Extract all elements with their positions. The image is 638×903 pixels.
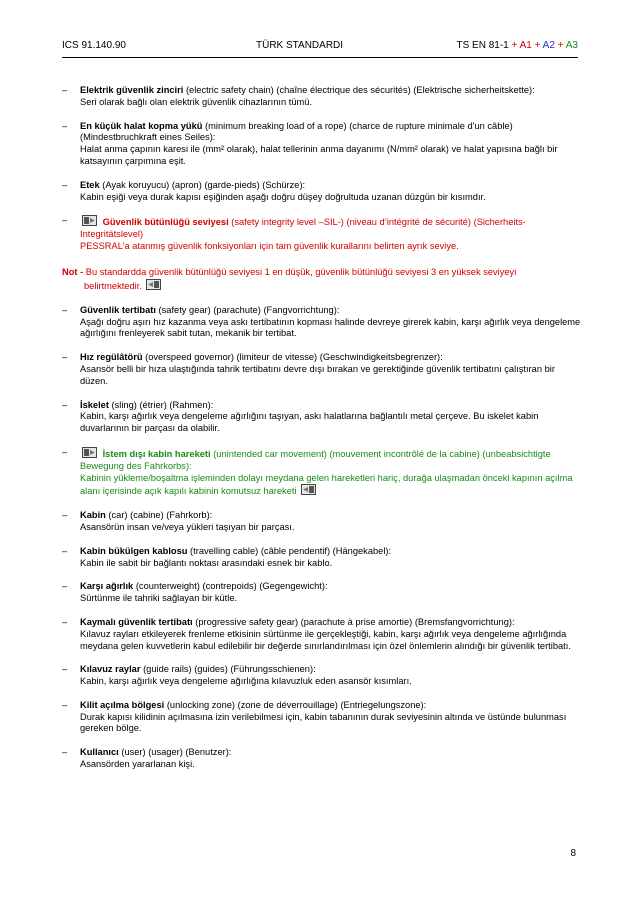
definition-term: Kullanıcı: [80, 747, 119, 758]
definition-text: Asansör belli bir hıza ulaştığında tahrik tertibatını devre dışı bırakan ve gerektiğinde güvenlik tertibatını çalıştıran bir düzen.: [80, 363, 555, 386]
definition-entry: – Karşı ağırlık (counterweight) (contrepoids) (Gegengewicht): Sürtünme ile tahriki sağlayan bir kütle.: [62, 581, 328, 604]
header-rule: [62, 57, 578, 58]
page-number: 8: [570, 848, 576, 859]
definitions-list: [62, 85, 582, 783]
definition-entry: – Kabin (car) (cabine) (Fahrkorb): Asansörün insan ve/veya yükleri taşıyan bir parçası.: [62, 510, 295, 532]
definition-entry: – En küçük halat kopma yükü (minimum breaking load of a rope) (charce de rupture minimale d'un câble) (Mindestbruchkraft eines Seiles): Halat anma çapının karesi ile (mm² olarak), halat tellerinin anma dayanımı (N/mm² olarak) ve halat yapısına bağlı bir katsayının çarpımına eşit.: [62, 120, 558, 166]
header-standard-code: TS EN 81-1 + A1 + A2 + A3: [456, 40, 578, 51]
definition-term: İstem dışı kabin hareketi: [102, 448, 211, 459]
definition-text: Kabinin yükleme/boşaltma işleminden dolayı meydana gelen hareketleri hariç, durağa ulaşmadan önceki kapının açılma alanı içerisinde açık kapılı kabinin komutsuz hareketi: [80, 472, 573, 497]
definition-entry-amended: – Güvenlik bütünlüğü seviyesi (safety integrity level –SIL-) (niveau d’intégrité de sécurité) (Sicherheits-Integritätslevel) PESSRAL’a atanmış güvenlik fonksiyonları için tam güvenlik kurallarını belirten ayrık seviye.: [62, 215, 526, 251]
definition-entry: – Kullanıcı (user) (usager) (Benutzer): Asansörden yararlanan kişi.: [62, 747, 232, 770]
definition-entry: – Hız regülâtörü (overspeed governor) (limiteur de vitesse) (Geschwindigkeitsbegrenzer): Asansör belli bir hıza ulaştığında tahrik tertibatını devre dışı bırakan ve gerektiğinde güvenlik tertibatını çalıştıran bir düzen.: [62, 352, 555, 386]
definition-text: Kabin ile sabit bir bağlantı noktası arasındaki esnek bir kablo.: [80, 557, 333, 568]
definition-entry-amended: – İstem dışı kabin hareketi (unintended car movement) (mouvement incontrôlé de la cabine) (unbeabsichtigte Bewegung des Fahrkorbs): Kabinin yükleme/boşaltma işleminden dolayı meydana gelen hareketleri hariç, durağa ulaşmadan önceki kapının açılma alanı içerisinde açık kapılı kabinin komutsuz hareketi: [62, 446, 573, 497]
definition-text: Kabin eşiği veya durak kapısı eşiğinden aşağı doğru düşey doğrultuda uzanan düzgün bir kısımdır.: [80, 191, 486, 202]
note-block: [62, 265, 582, 293]
amendment-end-icon: [146, 279, 161, 290]
header-ics-code: ICS 91.140.90: [62, 40, 126, 51]
amendment-end-icon: [301, 484, 316, 495]
definition-term: Güvenlik bütünlüğü seviyesi: [102, 217, 229, 228]
note-text: Bu standardda güvenlik bütünlüğü seviyesi 1 en düşük, güvenlik bütünlüğü seviyesi 3 en yüksek seviyeyi: [85, 266, 517, 277]
definition-entry: – İskelet (sling) (étrier) (Rahmen): Kabin, karşı ağırlık veya dengeleme ağırlığını taşıyan, askı halatlarına bağlantılı metal çerçeve. Bu iskelet kabin duvarlarının bir parçası da olabilir.: [62, 399, 539, 434]
definition-term: En küçük halat kopma yükü: [80, 120, 203, 131]
definition-entry: – Etek (Ayak koruyucu) (apron) (garde-pieds) (Schürze): Kabin eşiği veya durak kapısı eşiğinden aşağı doğru düşey doğrultuda uzanan düzgün bir kısımdır.: [62, 179, 486, 202]
definition-text: Asansörün insan ve/veya yükleri taşıyan bir parçası.: [80, 521, 295, 532]
definition-entry: – Kilit açılma bölgesi (unlocking zone) (zone de déverrouillage) (Entriegelungszone): Durak kapısı kilidinin açılmasına izin verilebilmesi için, kabin tabanının durak seviyesinin altında ve üstünde bulunması gereken bölge.: [62, 699, 567, 734]
definition-text: Asansörden yararlanan kişi.: [80, 759, 195, 770]
definition-term: İskelet: [80, 399, 109, 410]
definition-text: Aşağı doğru aşırı hız kazanma veya askı tertibatının kopması halinde devreye girerek kabin, karşı ağırlık veya dengeleme ağırlığını frenleyerek sabit tutan, mekanik bir tertibat.: [80, 316, 581, 339]
definition-term: Kilit açılma bölgesi: [80, 699, 165, 710]
note-text-continued: belirtmektedir.: [84, 280, 142, 291]
amendment-start-icon: [82, 215, 97, 226]
definition-text: Kabin, karşı ağırlık veya dengeleme ağırlığını taşıyan, askı halatlarına bağlantılı metal çerçeve. Bu iskelet kabin duvarlarının bir parçası da olabilir.: [80, 411, 539, 434]
definition-text: PESSRAL’a atanmış güvenlik fonksiyonları için tam güvenlik kurallarını belirten ayrık seviye.: [80, 240, 459, 251]
definition-text: Kılavuz rayları etkileyerek frenleme etkisinin sürtünme ile gerçekleştiği, kabin, karşı ağırlık veya dengeleme ağırlığında meydana gelen kuvvetlerin kabul edilebilir bir değerde sınırlandırılması için özel önlemlerin alındığı bir güvenlik tertibatı.: [80, 628, 571, 651]
definition-term: Elektrik güvenlik zinciri: [80, 85, 184, 95]
definition-text: Seri olarak bağlı olan elektrik güvenlik cihazlarının tümü.: [80, 96, 313, 107]
definition-entry: – Kılavuz raylar (guide rails) (guides) (Führungsschienen): Kabin, karşı ağırlık veya dengeleme ağırlığına kılavuzluk eden asansör kısımları.: [62, 664, 412, 687]
definition-term: Kabin: [80, 510, 106, 521]
definition-term: Etek: [80, 179, 100, 190]
definition-term: Hız regülâtörü: [80, 352, 143, 363]
definition-term: Kaymalı güvenlik tertibatı: [80, 616, 193, 627]
definition-term: Karşı ağırlık: [80, 581, 134, 592]
definition-text: Sürtünme ile tahriki sağlayan bir kütle.: [80, 593, 238, 604]
definition-term: Kabin bükülgen kablosu: [80, 545, 188, 556]
definition-text: Kabin, karşı ağırlık veya dengeleme ağırlığına kılavuzluk eden asansör kısımları.: [80, 676, 412, 687]
amendment-start-icon: [82, 447, 97, 458]
definition-entry: – Güvenlik tertibatı (safety gear) (parachute) (Fangvorrichtung): Aşağı doğru aşırı hız kazanma veya askı tertibatının kopması halinde devreye girerek kabin, karşı ağırlık veya dengeleme ağırlığını frenleyerek sabit tutan, mekanik bir tertibat.: [62, 304, 581, 339]
definition-text: Durak kapısı kilidinin açılmasına izin verilebilmesi için, kabin tabanının durak seviyesinin altında ve üstünde bulunması gereken bölge.: [80, 711, 567, 734]
page-header: [62, 40, 578, 54]
header-standard-name: TÜRK STANDARDI: [256, 40, 344, 51]
note-label: Not -: [62, 266, 84, 277]
definition-entry: – Kabin bükülgen kablosu (travelling cable) (câble pendentif) (Hängekabel): Kabin ile sabit bir bağlantı noktası arasındaki esnek bir kablo.: [62, 545, 392, 568]
definition-text: Halat anma çapının karesi ile (mm² olarak), halat tellerinin anma dayanımı (N/mm² olarak) ve halat yapısına bağlı bir katsayının çarpımına eşit.: [80, 144, 558, 166]
definition-term: Güvenlik tertibatı: [80, 304, 156, 315]
definition-entry: – Kaymalı güvenlik tertibatı (progressive safety gear) (parachute à prise amortie) (Bremsfangvorrichtung): Kılavuz rayları etkileyerek frenleme etkisinin sürtünme ile gerçekleştiği, kabin, karşı ağırlık veya dengeleme ağırlığında meydana gelen kuvvetlerin kabul edilebilir bir değerde sınırlandırılması için özel önlemlerin alındığı bir güvenlik tertibatı.: [62, 616, 571, 651]
definition-entry: – Elektrik güvenlik zinciri (electric safety chain) (chaîne électrique des sécurités) (Elektrische sicherheitskette): Seri olarak bağlı olan elektrik güvenlik cihazlarının tümü.: [62, 85, 535, 107]
definition-term: Kılavuz raylar: [80, 664, 141, 675]
